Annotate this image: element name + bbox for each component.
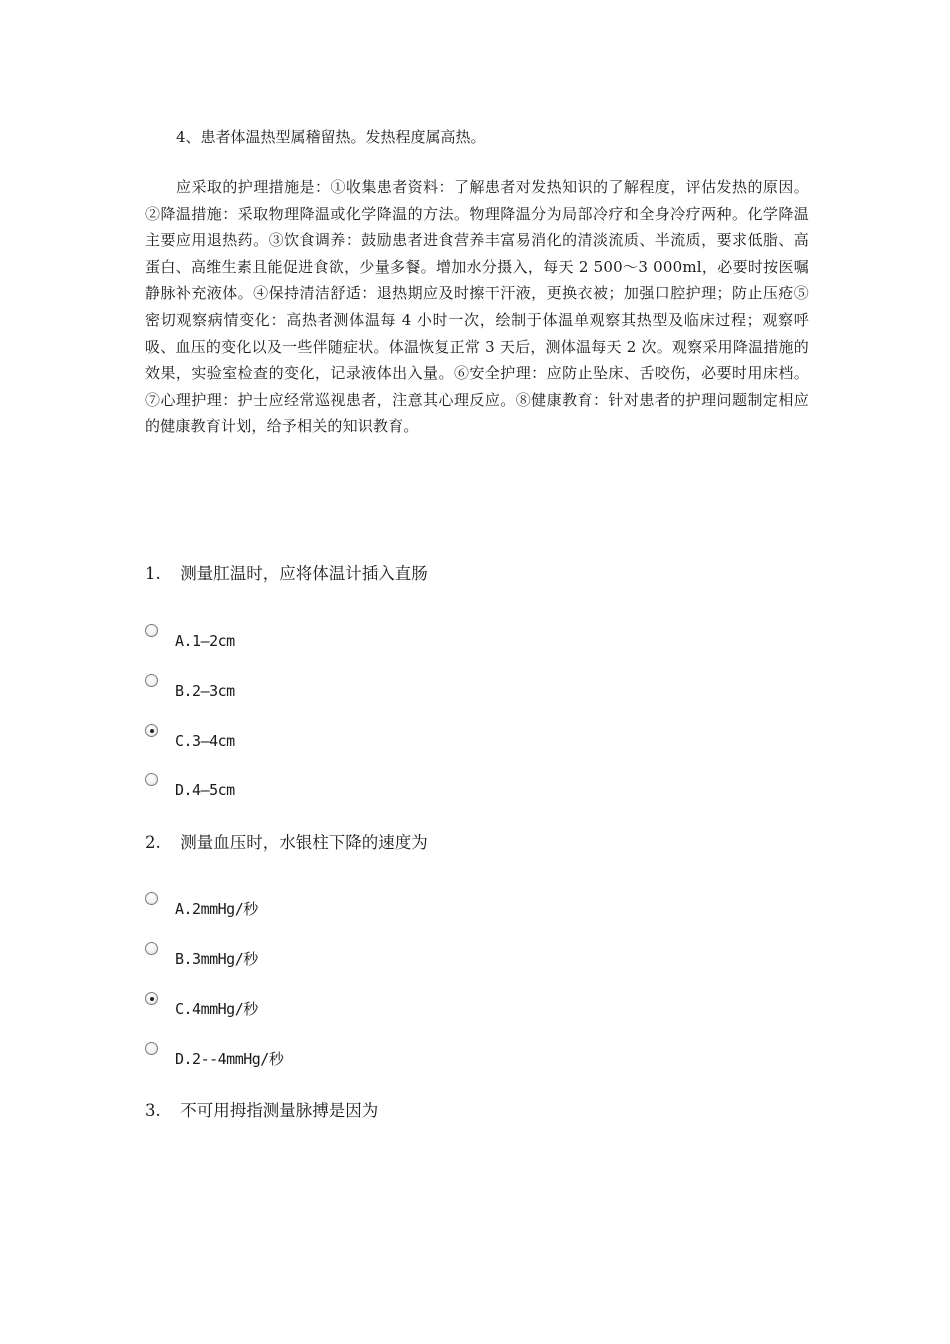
question-text: 测量肛温时，应将体温计插入直肠 xyxy=(180,564,428,583)
radio-button[interactable] xyxy=(145,773,158,786)
question-2-option-d[interactable] xyxy=(145,1042,545,1072)
question-1-option-b[interactable] xyxy=(145,674,545,704)
option-label: C.4mmHg/秒 xyxy=(175,1000,258,1018)
question-2 xyxy=(145,830,428,856)
question-number: 1. xyxy=(145,564,161,583)
radio-button[interactable] xyxy=(145,674,158,687)
radio-button[interactable] xyxy=(145,992,158,1005)
option-label: A.2mmHg/秒 xyxy=(175,900,258,918)
radio-button[interactable] xyxy=(145,624,158,637)
question-text: 测量血压时，水银柱下降的速度为 xyxy=(180,833,428,852)
question-2-option-c[interactable] xyxy=(145,992,545,1022)
question-text: 不可用拇指测量脉搏是因为 xyxy=(180,1101,379,1120)
option-label: A.1—2cm xyxy=(175,632,235,650)
question-number: 3. xyxy=(145,1101,161,1120)
question-number: 2. xyxy=(145,833,161,852)
radio-button[interactable] xyxy=(145,724,158,737)
question-2-option-a[interactable] xyxy=(145,892,545,922)
option-label: C.3—4cm xyxy=(175,732,235,750)
question-3 xyxy=(145,1098,378,1124)
option-label: D.2--4mmHg/秒 xyxy=(175,1050,284,1068)
question-1-option-c[interactable] xyxy=(145,724,545,754)
question-1-option-d[interactable] xyxy=(145,773,545,803)
question-1-option-a[interactable] xyxy=(145,624,545,654)
question-2-option-b[interactable] xyxy=(145,942,545,972)
radio-dot-icon xyxy=(150,729,154,733)
option-label: B.2—3cm xyxy=(175,682,235,700)
radio-button[interactable] xyxy=(145,942,158,955)
option-label: D.4—5cm xyxy=(175,781,235,799)
nursing-measures-paragraph: 应采取的护理措施是：①收集患者资料：了解患者对发热知识的了解程度，评估发热的原因。②降温措施：采取物理降温或化学降温的方法。物理降温分为局部冷疗和全身冷疗两种。化学降温主要应用退热药。③饮食调养：鼓励患者进食营养丰富易消化的清淡流质、半流质，要求低脂、高蛋白、高维生素且能促进食欲，少量多餐。增加水分摄入，每天 2 500～3 000ml，必要时按医嘱静脉补充液体。④保持清洁舒适：退热期应及时擦干汗液，更换衣被；加强口腔护理；防止压疮⑤密切观察病情变化：高热者测体温每 4 小时一次，绘制于体温单观察其热型及临床过程；观察呼吸、血压的变化以及一些伴随症状。体温恢复正常 3 天后，测体温每天 2 次。观察采用降温措施的效果，实验室检查的变化，记录液体出入量。⑥安全护理：应防止坠床、舌咬伤，必要时用床档。⑦心理护理：护士应经常巡视患者，注意其心理反应。⑧健康教育：针对患者的护理问题制定相应的健康教育计划，给予相关的知识教育。 xyxy=(145,178,809,436)
radio-button[interactable] xyxy=(145,1042,158,1055)
radio-dot-icon xyxy=(150,997,154,1001)
question-1 xyxy=(145,561,428,587)
option-label: B.3mmHg/秒 xyxy=(175,950,258,968)
heat-type-paragraph: 4、患者体温热型属稽留热。发热程度属高热。 xyxy=(176,128,486,146)
radio-button[interactable] xyxy=(145,892,158,905)
